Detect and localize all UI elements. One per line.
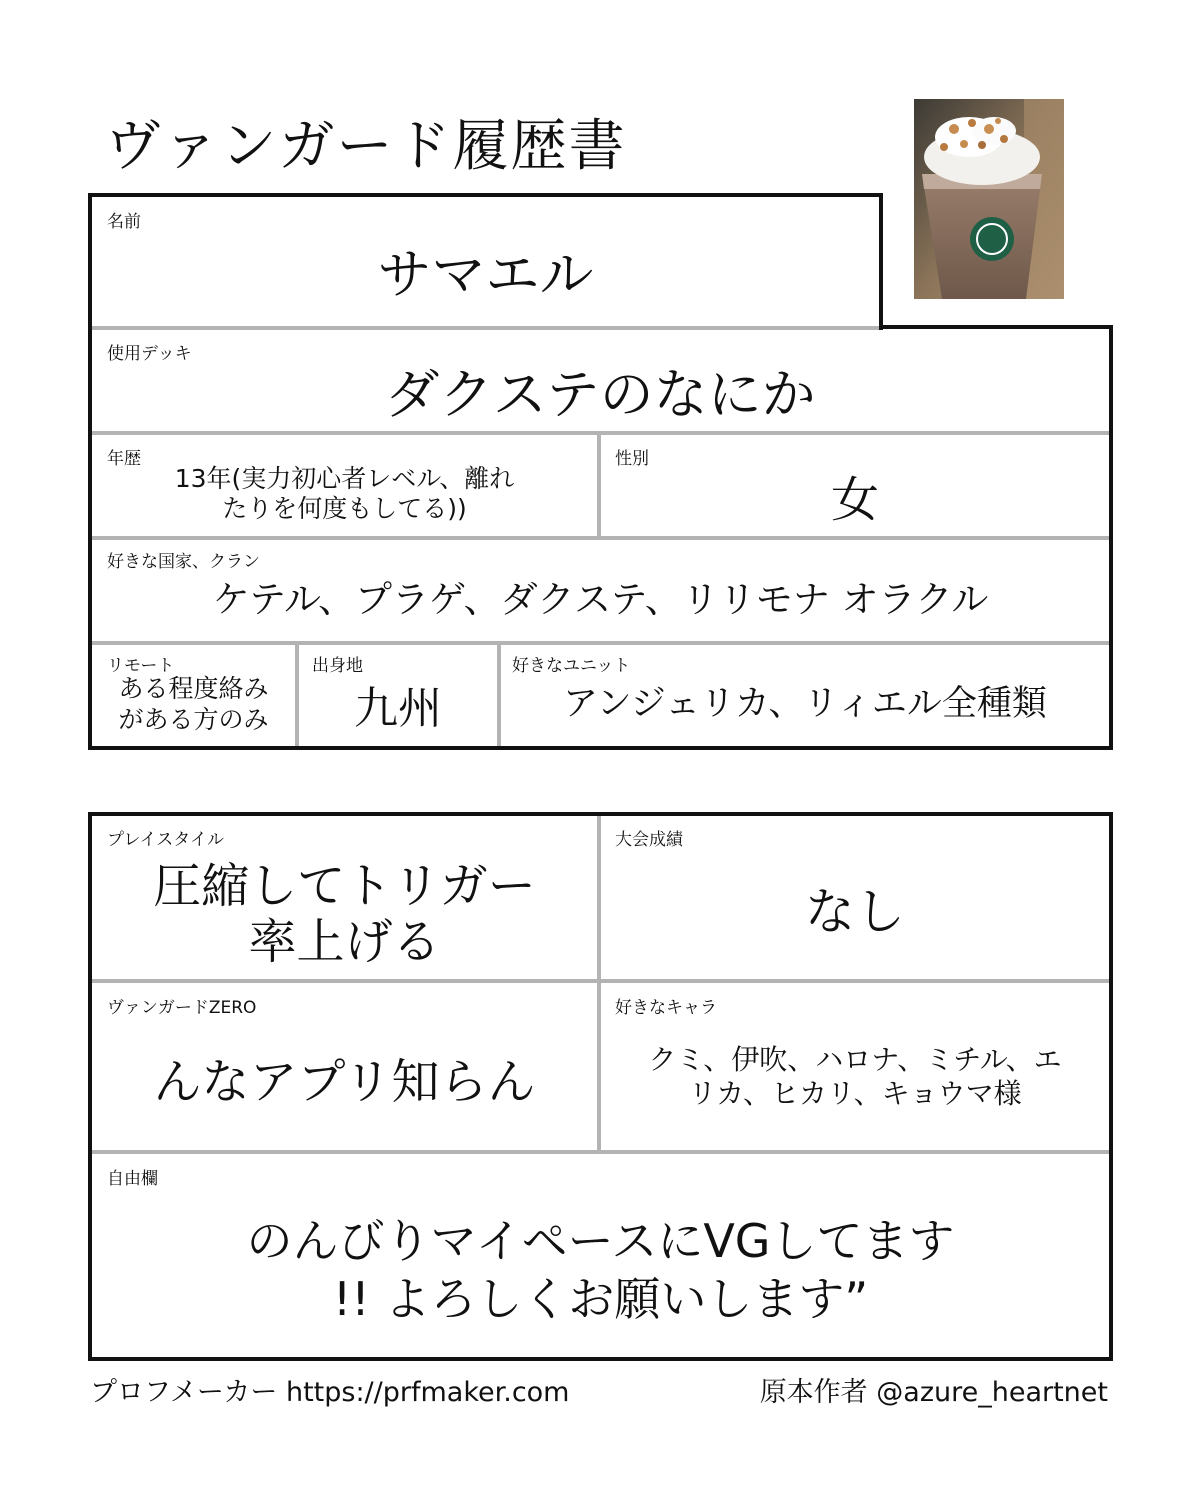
characters-value-line1: クミ、伊吹、ハロナ、ミチル、エ: [648, 1043, 1062, 1076]
results-value: なし: [805, 883, 905, 941]
hometown-value: 九州: [354, 683, 442, 734]
zero-label: ヴァンガードZERO: [107, 998, 257, 1018]
deck-label: 使用デッキ: [107, 344, 192, 364]
free-value-line2: !! よろしくお願いします”: [332, 1272, 869, 1326]
years-value-line2: たりを何度もしてる)): [222, 494, 467, 523]
sheet-title: ヴァンガード履歴書: [105, 114, 627, 179]
playstyle-label: プレイスタイル: [107, 830, 224, 850]
drink-icon: [914, 99, 1064, 299]
footer-maker-link[interactable]: プロフメーカー https://prfmaker.com: [90, 1377, 570, 1408]
deck-value: ダクステのなにか: [385, 363, 816, 426]
years-value-line1: 13年(実力初心者レベル、離れ: [174, 464, 515, 493]
playstyle-value-line2: 率上げる: [248, 914, 441, 970]
gender-value: 女: [830, 472, 879, 528]
footer-author: 原本作者 @azure_heartnet: [759, 1377, 1108, 1408]
clans-value: ケテル、プラゲ、ダクステ、リリモナ オラクル: [212, 578, 989, 621]
results-label: 大会成績: [615, 830, 683, 850]
characters-label: 好きなキャラ: [615, 998, 717, 1018]
name-label: 名前: [107, 212, 141, 232]
characters-value-line2: リカ、ヒカリ、キョウマ様: [688, 1077, 1022, 1110]
units-value: アンジェリカ、リィエル全種類: [563, 684, 1047, 724]
free-label: 自由欄: [107, 1169, 158, 1189]
hometown-label: 出身地: [312, 656, 363, 676]
clans-label: 好きな国家、クラン: [107, 552, 260, 572]
years-label: 年歴: [107, 449, 141, 469]
units-label: 好きなユニット: [512, 656, 631, 676]
frappuccino-photo: [914, 99, 1064, 299]
free-value-line1: のんびりマイペースにVGしてます: [246, 1214, 955, 1268]
name-value: サマエル: [377, 243, 594, 306]
remote-value-line2: がある方のみ: [118, 705, 269, 734]
playstyle-value-line1: 圧縮してトリガー: [153, 858, 536, 914]
remote-label: リモート: [107, 656, 175, 676]
zero-value: んなアプリ知らん: [153, 1054, 536, 1110]
gender-label: 性別: [615, 449, 649, 469]
remote-value-line1: ある程度絡み: [118, 674, 269, 703]
